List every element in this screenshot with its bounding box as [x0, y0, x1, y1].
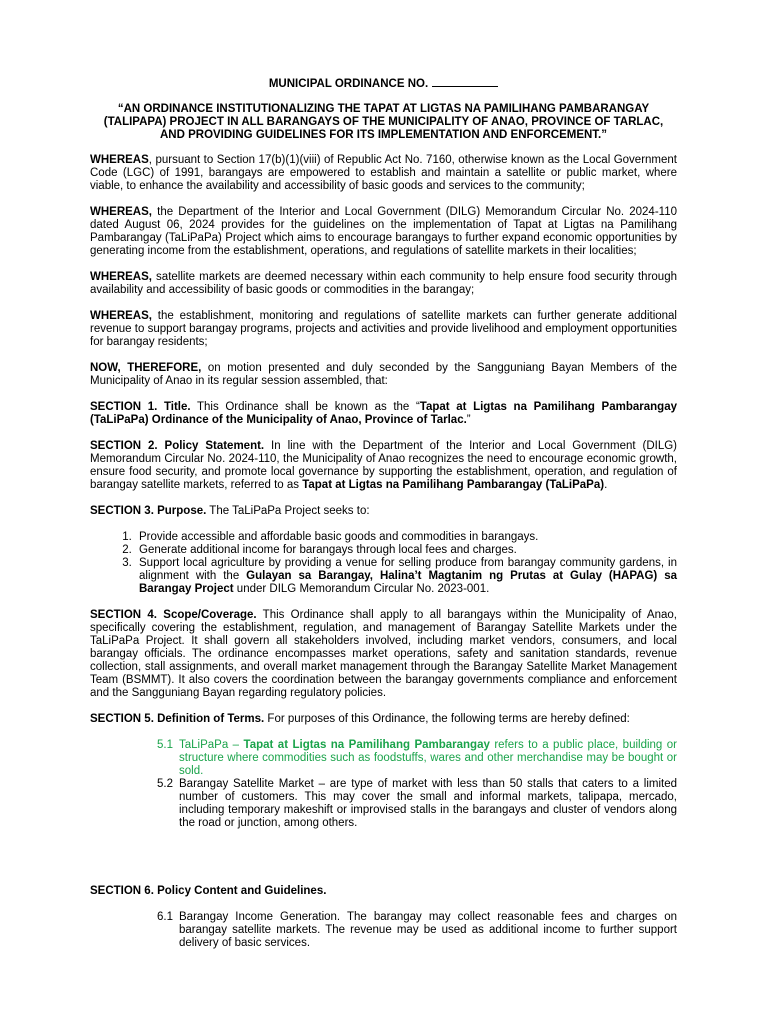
section-5-definitions: SECTION 5. Definition of Terms. For purposes of this Ordinance, the following terms are hereby defined:: [90, 713, 630, 725]
section-2-policy-statement: SECTION 2. Policy Statement. In line with the Department of the Interior and Local Government (DILG) Memorandum Circular No. 2024-110, the Municipality of Anao recognizes the need to encourage economic growth, ensure food security, and promote local governance by supporting the establishment, operation, and regulation of barangay satellite markets, referred to as Tapat at Ligtas na Pamilihang Pambarangay (TaLiPaPa).: [90, 440, 677, 491]
ordinance-title: “AN ORDINANCE INSTITUTIONALIZING THE TAPAT AT LIGTAS NA PAMILIHANG PAMBARANGAY (TALIPAPA) PROJECT IN ALL BARANGAYS OF THE MUNICIPALITY OF ANAO, PROVINCE OF TARLAC, AND PROVIDING GUIDELINES FOR ITS IMPLEMENTATION AND ENFORCEMENT.”: [103, 103, 664, 141]
guideline-income-generation: 6.1 Barangay Income Generation. The barangay may collect reasonable fees and charges on barangay satellite markets. The revenue may be used as additional income to further support delivery of basic services.: [157, 911, 677, 949]
definition-talipapa: 5.1 TaLiPaPa – Tapat at Ligtas na Pamilihang Pambarangay refers to a public place, building or structure where commodities such as foodstuffs, wares and other merchandise may be bought or sold.: [157, 739, 677, 777]
section-6-policy-content: SECTION 6. Policy Content and Guidelines.: [90, 885, 327, 897]
list-item: 1. Provide accessible and affordable basic goods and commodities in barangays.: [135, 531, 677, 544]
section-4-scope: SECTION 4. Scope/Coverage. This Ordinance shall apply to all barangays within the Municipality of Anao, specifically covering the establishment, regulation, and management of Barangay Satellite Markets under the TaLiPaPa Project. It shall govern all stakeholders involved, including market vendors, consumers, and local barangay officials. The ordinance encompasses market operations, safety and sanitation standards, revenue collection, stall assignments, and overall market management through the Barangay Satellite Market Management Team (BSMMT). It also covers the coordination between the barangay governments compliance and enforcement and the Sangguniang Bayan regarding regulatory policies.: [90, 609, 677, 699]
whereas-clause-2: WHEREAS, the Department of the Interior and Local Government (DILG) Memorandum Circular No. 2024-110 dated August 06, 2024 provides for the guidelines on the implementation of Tapat at Ligtas na Pamilihang Pambarangay (TaLiPaPa) Project which aims to encourage barangays to further expand economic opportunities by generating income from the establishment, operations, and regulations of satellite markets in their localities;: [90, 206, 677, 257]
whereas-clause-3: WHEREAS, satellite markets are deemed necessary within each community to help ensure food security through availability and accessibility of basic goods or commodities in the barangay;: [90, 271, 677, 296]
ordinance-number-blank: [432, 76, 498, 87]
section-3-purpose: SECTION 3. Purpose. The TaLiPaPa Project seeks to:: [90, 505, 370, 517]
document-page: [90, 76, 677, 963]
guideline-list: [90, 911, 677, 950]
section-1-title: SECTION 1. Title. This Ordinance shall be known as the “Tapat at Ligtas na Pamilihang Pambarangay (TaLiPaPa) Ordinance of the Municipality of Anao, Province of Tarlac.”: [90, 401, 677, 426]
blank-space: [90, 843, 677, 885]
list-item: 2. Generate additional income for barangays through local fees and charges.: [135, 544, 677, 557]
definition-satellite-market: 5.2 Barangay Satellite Market – are type of market with less than 50 stalls that caters to a limited number of customers. This may cover the small and informal markets, talipapa, mercado, including temporary makeshift or improvised stalls in the barangays and cluster of vendors along the road or junction, among others.: [157, 778, 677, 829]
now-therefore-clause: NOW, THEREFORE, on motion presented and duly seconded by the Sangguniang Bayan Members of the Municipality of Anao in its regular session assembled, that:: [90, 362, 677, 387]
whereas-clause-4: WHEREAS, the establishment, monitoring and regulations of satellite markets can further generate additional revenue to support barangay programs, projects and activities and provide livelihood and employment opportunities for barangay residents;: [90, 310, 677, 348]
ordinance-number: MUNICIPAL ORDINANCE NO.: [90, 76, 677, 91]
whereas-clause-1: WHEREAS, pursuant to Section 17(b)(1)(viii) of Republic Act No. 7160, otherwise known as the Local Government Code (LGC) of 1991, barangays are empowered to establish and maintain a satellite or public market, where viable, to enhance the availability and accessibility of basic goods and services to the community;: [90, 154, 677, 192]
purpose-list: [90, 531, 677, 596]
list-item: 3. Support local agriculture by providing a venue for selling produce from barangay community gardens, in alignment with the Gulayan sa Barangay, Halina’t Magtanim ng Prutas at Gulay (HAPAG) sa Barangay Project under DILG Memorandum Circular No. 2023-001.: [135, 557, 677, 596]
definition-list: [90, 739, 677, 830]
